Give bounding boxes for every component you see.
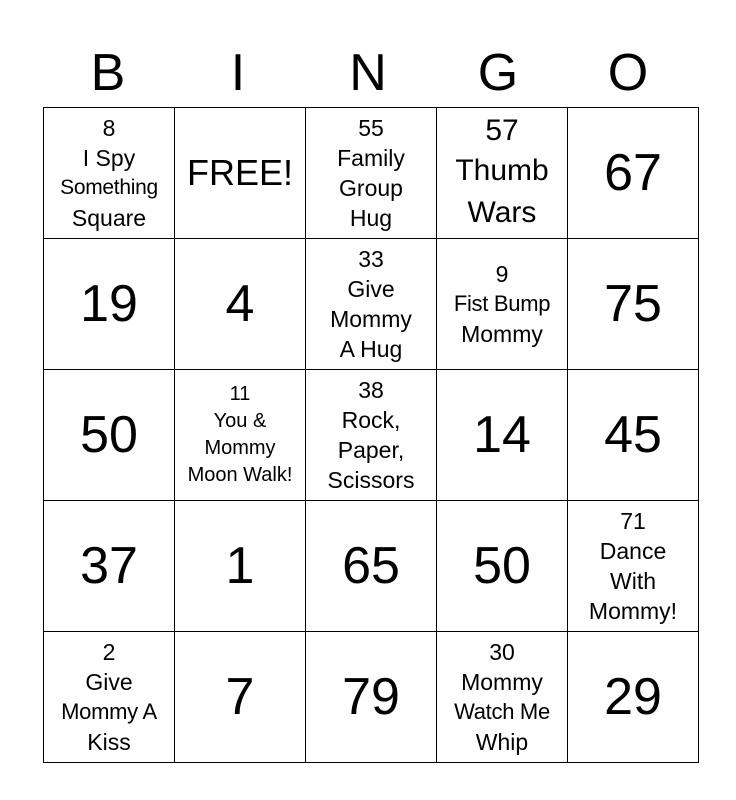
cell-text-line: Family — [337, 145, 405, 171]
cell-text-line: Fist Bump — [453, 291, 551, 316]
header-letter-n: N — [349, 44, 387, 102]
cell-text-line: Watch Me — [454, 699, 550, 724]
cell-text-line: Mommy — [461, 321, 543, 347]
cell-content — [306, 501, 436, 631]
cell-r5-c5[interactable] — [568, 632, 699, 763]
cell-number: 79 — [342, 668, 400, 726]
cell-number: 19 — [80, 275, 138, 333]
cell-r3-c4[interactable] — [437, 370, 568, 501]
cell-text-line: Mommy — [461, 669, 543, 695]
header-letter-i: I — [230, 44, 246, 102]
cell-text-line: Wars — [467, 196, 537, 229]
cell-content — [175, 632, 305, 762]
cell-number: 50 — [473, 537, 531, 595]
cell-content — [437, 501, 567, 631]
cell-number: 55 — [358, 115, 384, 141]
board-row-2 — [44, 239, 699, 370]
cell-r4-c4[interactable] — [437, 501, 568, 632]
cell-number: 2 — [102, 639, 116, 665]
cell-number: 7 — [225, 668, 255, 726]
cell-text-line: Kiss — [87, 729, 131, 755]
cell-text-line: Mommy A — [61, 699, 157, 724]
cell-number: 57 — [485, 114, 519, 147]
cell-text-line: Square — [71, 205, 147, 231]
cell-number: 30 — [489, 639, 515, 665]
cell-content — [568, 370, 698, 500]
cell-r2-c2[interactable] — [175, 239, 306, 370]
cell-number: 8 — [102, 115, 116, 141]
cell-r5-c4[interactable] — [437, 632, 568, 763]
cell-text-line: Mommy — [204, 437, 276, 459]
cell-r3-c2[interactable] — [175, 370, 306, 501]
cell-content — [44, 632, 174, 762]
cell-text-line: Whip — [475, 729, 529, 755]
cell-content — [306, 632, 436, 762]
cell-text-line: You & — [213, 410, 267, 432]
cell-r1-c2-free[interactable] — [175, 108, 306, 239]
cell-content — [175, 239, 305, 369]
cell-content — [568, 239, 698, 369]
cell-content — [44, 239, 174, 369]
cell-r3-c5[interactable] — [568, 370, 699, 501]
cell-content — [44, 501, 174, 631]
cell-content — [568, 501, 698, 631]
cell-number: 11 — [229, 383, 251, 405]
board-row-4 — [44, 501, 699, 632]
cell-content — [306, 108, 436, 238]
cell-r1-c4[interactable] — [437, 108, 568, 239]
free-space-label: FREE! — [186, 152, 293, 193]
cell-r4-c2[interactable] — [175, 501, 306, 632]
cell-text-line: Mommy — [330, 306, 412, 332]
header-letter-b: B — [90, 44, 126, 102]
cell-content — [568, 632, 698, 762]
cell-content — [175, 370, 305, 500]
cell-content — [175, 501, 305, 631]
board-row-3 — [44, 370, 699, 501]
cell-text-line: A Hug — [339, 336, 403, 362]
cell-text-line: Give — [85, 669, 133, 695]
cell-text-line: Dance — [599, 538, 667, 564]
cell-number: 50 — [80, 406, 138, 464]
cell-content — [437, 108, 567, 238]
cell-r5-c2[interactable] — [175, 632, 306, 763]
header-letter-o: O — [607, 44, 649, 102]
cell-number: 67 — [604, 144, 662, 202]
cell-content — [175, 108, 305, 238]
cell-r2-c3[interactable] — [306, 239, 437, 370]
bingo-header — [43, 38, 693, 108]
cell-content — [44, 370, 174, 500]
cell-text-line: Hug — [349, 205, 393, 231]
cell-r3-c3[interactable] — [306, 370, 437, 501]
cell-r5-c1[interactable] — [44, 632, 175, 763]
cell-content — [568, 108, 698, 238]
cell-r4-c1[interactable] — [44, 501, 175, 632]
cell-number: 65 — [342, 537, 400, 595]
cell-number: 1 — [225, 537, 255, 595]
cell-text-line: Something — [60, 176, 158, 199]
board-row-5 — [44, 632, 699, 763]
cell-content — [437, 632, 567, 762]
cell-number: 33 — [358, 246, 384, 272]
cell-r2-c5[interactable] — [568, 239, 699, 370]
cell-number: 9 — [495, 261, 509, 287]
cell-text-line: With — [610, 568, 656, 594]
cell-r1-c5[interactable] — [568, 108, 699, 239]
cell-content — [306, 239, 436, 369]
cell-r2-c1[interactable] — [44, 239, 175, 370]
cell-content — [44, 108, 174, 238]
cell-r5-c3[interactable] — [306, 632, 437, 763]
cell-number: 14 — [473, 406, 531, 464]
header-letter-g: G — [477, 44, 519, 102]
cell-number: 38 — [358, 377, 384, 403]
cell-r4-c5[interactable] — [568, 501, 699, 632]
cell-text-line: Give — [347, 276, 395, 302]
cell-text-line: I Spy — [82, 145, 136, 171]
cell-number: 75 — [604, 275, 662, 333]
cell-number: 37 — [80, 537, 138, 595]
cell-text-line: Paper, — [337, 437, 405, 463]
cell-number: 29 — [604, 668, 662, 726]
cell-text-line: Thumb — [455, 154, 549, 187]
cell-r1-c1[interactable] — [44, 108, 175, 239]
cell-content — [437, 239, 567, 369]
cell-text-line: Group — [339, 175, 403, 201]
cell-r3-c1[interactable] — [44, 370, 175, 501]
cell-r1-c3[interactable] — [306, 108, 437, 239]
cell-text-line: Scissors — [327, 467, 415, 493]
cell-content — [437, 370, 567, 500]
cell-r2-c4[interactable] — [437, 239, 568, 370]
cell-text-line: Rock, — [341, 407, 401, 433]
cell-text-line: Moon Walk! — [187, 464, 293, 486]
cell-number: 45 — [604, 406, 662, 464]
cell-content — [306, 370, 436, 500]
board-row-1 — [44, 108, 699, 239]
cell-r4-c3[interactable] — [306, 501, 437, 632]
cell-number: 71 — [620, 508, 646, 534]
bingo-board — [43, 107, 699, 763]
cell-text-line: Mommy! — [588, 598, 678, 624]
cell-number: 4 — [225, 275, 255, 333]
